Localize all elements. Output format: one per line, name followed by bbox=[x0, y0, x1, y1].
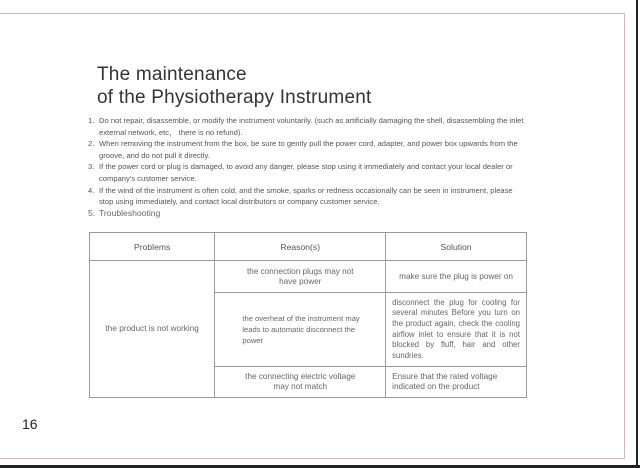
reason-cell: the overheat of the instrument may leads to automatic disconnect the power bbox=[215, 293, 386, 367]
problem-cell: the product is not working bbox=[90, 261, 215, 398]
troubleshooting-table bbox=[89, 232, 527, 398]
table-row bbox=[90, 261, 527, 293]
list-item-number: 3. bbox=[88, 162, 95, 172]
list-item-troubleshooting bbox=[88, 208, 528, 220]
header-solution: Solution bbox=[386, 233, 527, 261]
list-item-number: 5. bbox=[88, 207, 96, 218]
page-number: 16 bbox=[22, 416, 38, 432]
reason-cell: the connecting electric voltage may not match bbox=[215, 367, 386, 398]
page-title bbox=[97, 63, 371, 109]
header-reasons: Reason(s) bbox=[215, 233, 386, 261]
list-item-number: 4. bbox=[88, 185, 95, 195]
title-line-2: of the Physiotherapy Instrument bbox=[97, 87, 372, 108]
list-item bbox=[88, 185, 528, 208]
list-item-text: If the power cord or plug is damaged, to avoid any danger, please stop using it immediately and contact your local dealer or company's customer service. bbox=[99, 162, 513, 183]
list-item-text: Do not repair, disassemble, or modify the instrument voluntarily. (such as artificially damaging the shell, disassembling the inlet external network, etc， there is no refund). bbox=[99, 116, 524, 137]
page-edge-right bbox=[636, 0, 638, 468]
list-item bbox=[88, 138, 528, 161]
list-item-text: Troubleshooting bbox=[99, 207, 161, 218]
list-item-number: 2. bbox=[88, 139, 95, 149]
list-item-text: If the wind of the instrument is often cold, and the smoke, sparks or redness occasionally can be seen in instrument, please stop using immediately, and contact local distributors or company customer service. bbox=[99, 185, 513, 207]
title-line-1: The maintenance bbox=[97, 64, 247, 85]
solution-cell: disconnect the plug for cooling for several minutes Before you turn on the product again, check the cooling airflow inlet to ensure that it is not blocked by fluff, hair and other sundries. bbox=[386, 293, 527, 367]
list-item bbox=[88, 161, 528, 184]
maintenance-list bbox=[88, 115, 528, 219]
table-header-row bbox=[90, 233, 527, 261]
list-item-text: When removing the instrument from the box, be sure to gently pull the power cord, adapter, and power box upwards from the groove, and do not pull it directly. bbox=[99, 139, 518, 160]
solution-cell: make sure the plug is power on bbox=[386, 261, 527, 293]
header-problems: Problems bbox=[90, 233, 215, 261]
reason-cell: the connection plugs may not have power bbox=[215, 261, 386, 293]
list-item bbox=[88, 115, 528, 138]
solution-cell: Ensure that the rated voltage indicated on the product bbox=[386, 367, 527, 398]
list-item-number: 1. bbox=[88, 116, 95, 125]
